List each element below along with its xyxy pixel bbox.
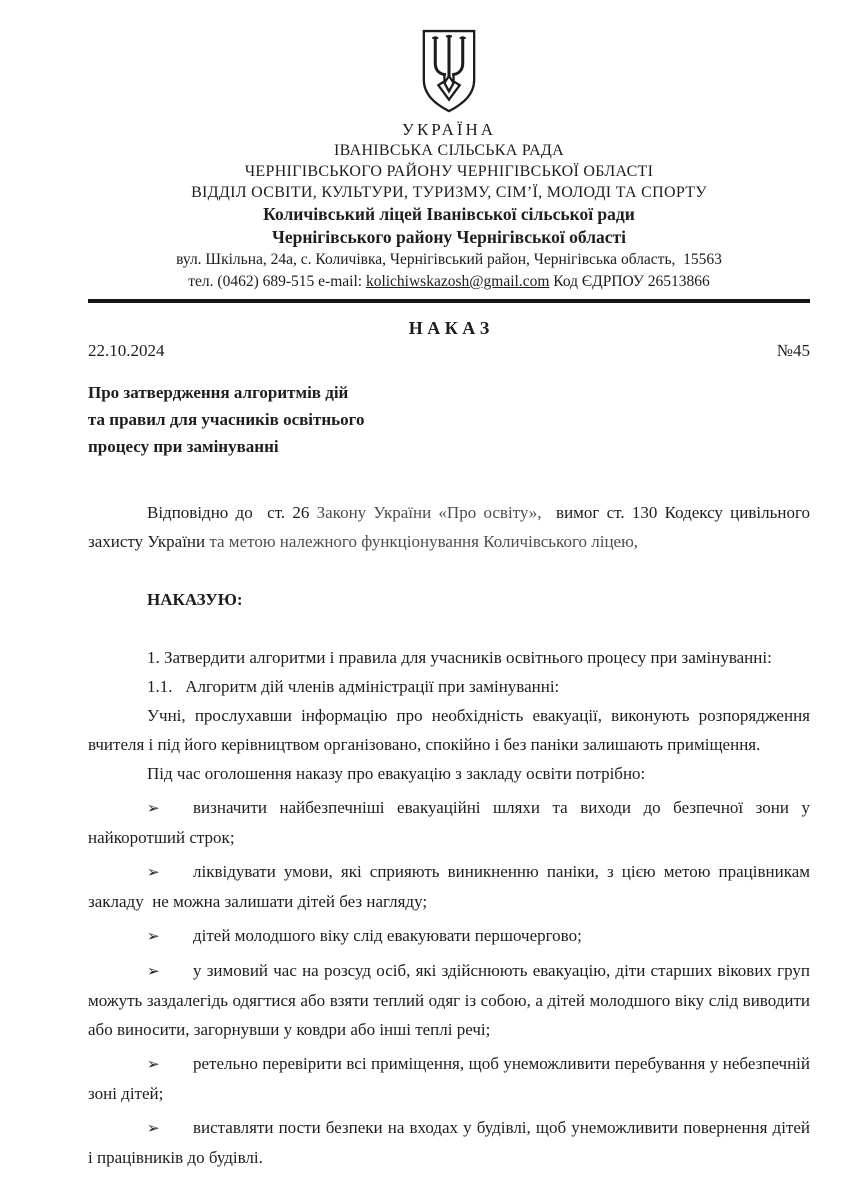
order-item: 1. Затвердити алгоритми і правила для учасників освітнього процесу при замінуванні: [147, 648, 772, 667]
order-item: Під час оголошення наказу про евакуацію з закладу освіти потрібно: [147, 764, 646, 783]
order-item: Учні, прослухавши інформацію про необхідність евакуації, виконують розпорядження вчителя і під його керівництвом організовано, спокійно і без паніки залишають приміщення. [88, 706, 810, 754]
bullet-item [88, 793, 810, 852]
order-title: Н А К А З [408, 318, 490, 338]
letterhead-district: ЧЕРНІГІВСЬКОГО РАЙОНУ ЧЕРНІГІВСЬКОЇ ОБЛАСТІ [244, 163, 654, 180]
bullet-item [88, 921, 810, 951]
arrow-bullet-icon: ➢ [147, 927, 160, 945]
order-date: 22.10.2024 [88, 341, 165, 360]
letterhead-department: ВІДДІЛ ОСВІТИ, КУЛЬТУРИ, ТУРИЗМУ, СІМ’Ї, МОЛОДІ ТА СПОРТУ [191, 184, 707, 201]
arrow-bullet-icon: ➢ [147, 1119, 160, 1137]
letterhead [88, 28, 810, 303]
bullet-text: ретельно перевірити всі приміщення, щоб унеможливити перебування у небезпечній зоні дітей; [88, 1054, 810, 1103]
country-name: УКРАЇНА [401, 120, 497, 139]
order-meta-row [88, 339, 810, 363]
order-body [88, 498, 810, 1172]
organization-contacts [88, 271, 810, 293]
bullet-item [88, 956, 810, 1044]
ukraine-trident-emblem-icon [408, 28, 490, 118]
organization-name-line1: Количівський ліцей Іванівської сільської ради [263, 204, 635, 224]
order-subject [88, 379, 810, 460]
intro-segment: вимог ст. 130 Кодексу цивільного захисту України [88, 503, 810, 551]
arrow-bullet-icon: ➢ [147, 863, 160, 881]
intro-segment: Відповідно до ст. 26 [147, 503, 317, 522]
bullet-text: виставляти пости безпеки на входах у будівлі, щоб унеможливити повернення дітей і працівників до будівлі. [88, 1118, 810, 1167]
bullet-text: ліквідувати умови, які сприяють виникненню паніки, з цією метою працівникам закладу не можна залишати дітей без нагляду; [88, 862, 810, 911]
bullet-item [88, 1113, 810, 1172]
resolve-label: НАКАЗУЮ: [147, 590, 243, 609]
email-link[interactable]: kolichiwskazosh@gmail.com [365, 273, 550, 290]
order-item: 1.1. Алгоритм дій членів адміністрації при замінуванні: [147, 677, 560, 696]
arrow-bullet-icon: ➢ [147, 1055, 160, 1073]
organization-name-line2: Чернігівського району Чернігівської області [271, 227, 627, 247]
bullet-text: визначити найбезпечніші евакуаційні шляхи та виходи до безпечної зони у найкоротший строк; [88, 798, 810, 847]
contacts-prefix: тел. (0462) 689-515 e-mail: [188, 273, 366, 290]
subject-line: процесу при замінуванні [88, 437, 279, 456]
letterhead-council: ІВАНІВСЬКА СІЛЬСЬКА РАДА [334, 142, 564, 159]
order-heading [88, 317, 810, 460]
law-reference: Закону України «Про освіту», [316, 503, 549, 522]
divider-rule [88, 299, 810, 303]
intro-paragraph [88, 498, 810, 556]
organization-address: вул. Шкільна, 24а, с. Количівка, Чернігівський район, Чернігівська область, 15563 [176, 251, 722, 268]
subject-line: Про затвердження алгоритмів дій [88, 383, 349, 402]
subject-line: та правил для учасників освітнього [88, 410, 365, 429]
bullet-text: дітей молодшого віку слід евакуювати першочергово; [193, 926, 582, 945]
purpose-segment: та метою належного функціонування Количівського ліцею, [209, 532, 639, 551]
order-number: №45 [776, 341, 810, 360]
bullet-item [88, 857, 810, 916]
bullet-text: у зимовий час на розсуд осіб, які здійснюють евакуацію, діти старших вікових груп можуть заздалегідь одягтися або взяти теплий одяг із собою, а дітей молодшого віку слід виводити або виносити, загорнувши у ковдри або інші теплі речі; [88, 961, 810, 1039]
arrow-bullet-icon: ➢ [147, 962, 160, 980]
contacts-suffix: Код ЄДРПОУ 26513866 [549, 273, 710, 290]
bullet-item [88, 1049, 810, 1108]
arrow-bullet-icon: ➢ [147, 799, 160, 817]
emblem-wrap [88, 28, 810, 118]
